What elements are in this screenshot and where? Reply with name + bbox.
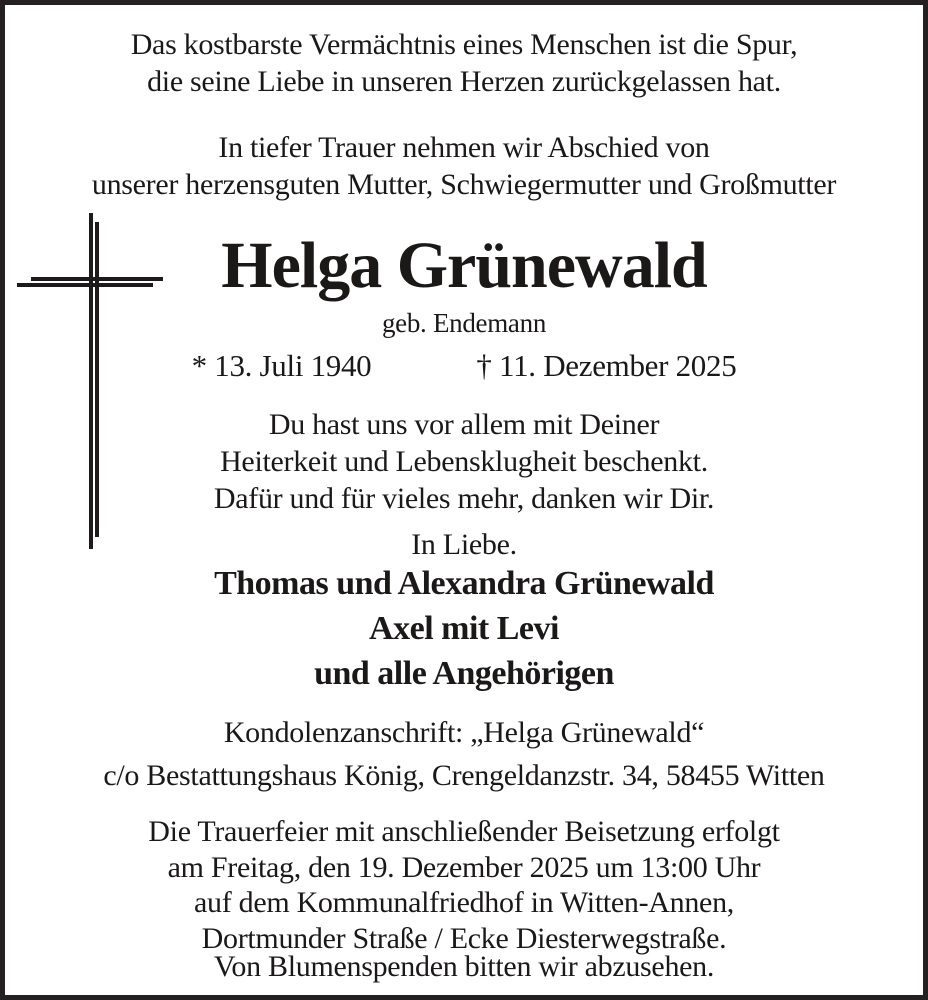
opening-quote <box>6 26 922 100</box>
maiden-name: geb. Endemann <box>381 308 547 338</box>
mourners-names <box>6 561 922 696</box>
flowers-note-block <box>6 949 922 985</box>
cross-vertical-line-right <box>95 222 99 537</box>
flowers-note: Von Blumenspenden bitten wir abzusehen. <box>213 950 715 983</box>
opening-quote-line-1: Das kostbarste Vermächtnis eines Menschen ist die Spur, <box>130 28 798 61</box>
cross-horizontal-line-upper <box>31 277 163 281</box>
opening-quote-line-2: die seine Liebe in unseren Herzen zurückgelassen hat. <box>147 65 781 98</box>
deceased-name: Helga Grünewald <box>221 229 707 302</box>
cross-icon <box>16 213 166 549</box>
tribute-line-2: Heiterkeit und Lebensklugheit beschenkt. <box>220 445 708 478</box>
funeral-line-1: Die Trauerfeier mit anschließender Beisetzung erfolgt <box>148 815 780 848</box>
funeral-line-2: am Freitag, den 19. Dezember 2025 um 13:00 Uhr <box>167 850 761 884</box>
mourners-line-1: Thomas und Alexandra Grünewald <box>214 565 714 602</box>
mourners-line-3: und alle Angehörigen <box>314 655 614 692</box>
mourning-intro-line-2: unserer herzensguten Mutter, Schwiegermutter und Großmutter <box>91 168 837 201</box>
funeral-line-3: auf dem Kommunalfriedhof in Witten-Annen, <box>194 886 734 919</box>
tribute-line-3: Dafür und für vieles mehr, danken wir Dir. <box>213 482 715 515</box>
mourning-intro-line-1: In tiefer Trauer nehmen wir Abschied von <box>218 131 710 164</box>
mourners-line-2: Axel mit Levi <box>369 610 559 647</box>
cross-horizontal-line-lower <box>17 283 153 287</box>
cross-vertical-line-left <box>89 213 93 549</box>
death-date: † 11. Dezember 2025 <box>476 348 737 383</box>
tribute-line-1: Du hast uns vor allem mit Deiner <box>268 408 660 441</box>
mourning-intro <box>6 129 922 203</box>
funeral-line-4: Dortmunder Straße / Ecke Diesterwegstraße. <box>201 921 727 955</box>
condolence-address <box>6 711 922 797</box>
funeral-details <box>6 814 922 956</box>
birth-date: * 13. Juli 1940 <box>191 348 372 383</box>
condolence-line-1: Kondolenzanschrift: „Helga Grünewald“ <box>223 716 705 749</box>
mourners-salutation: In Liebe. <box>411 528 517 561</box>
condolence-line-2: c/o Bestattungshaus König, Crengeldanzstr. 34, 58455 Witten <box>103 759 825 792</box>
